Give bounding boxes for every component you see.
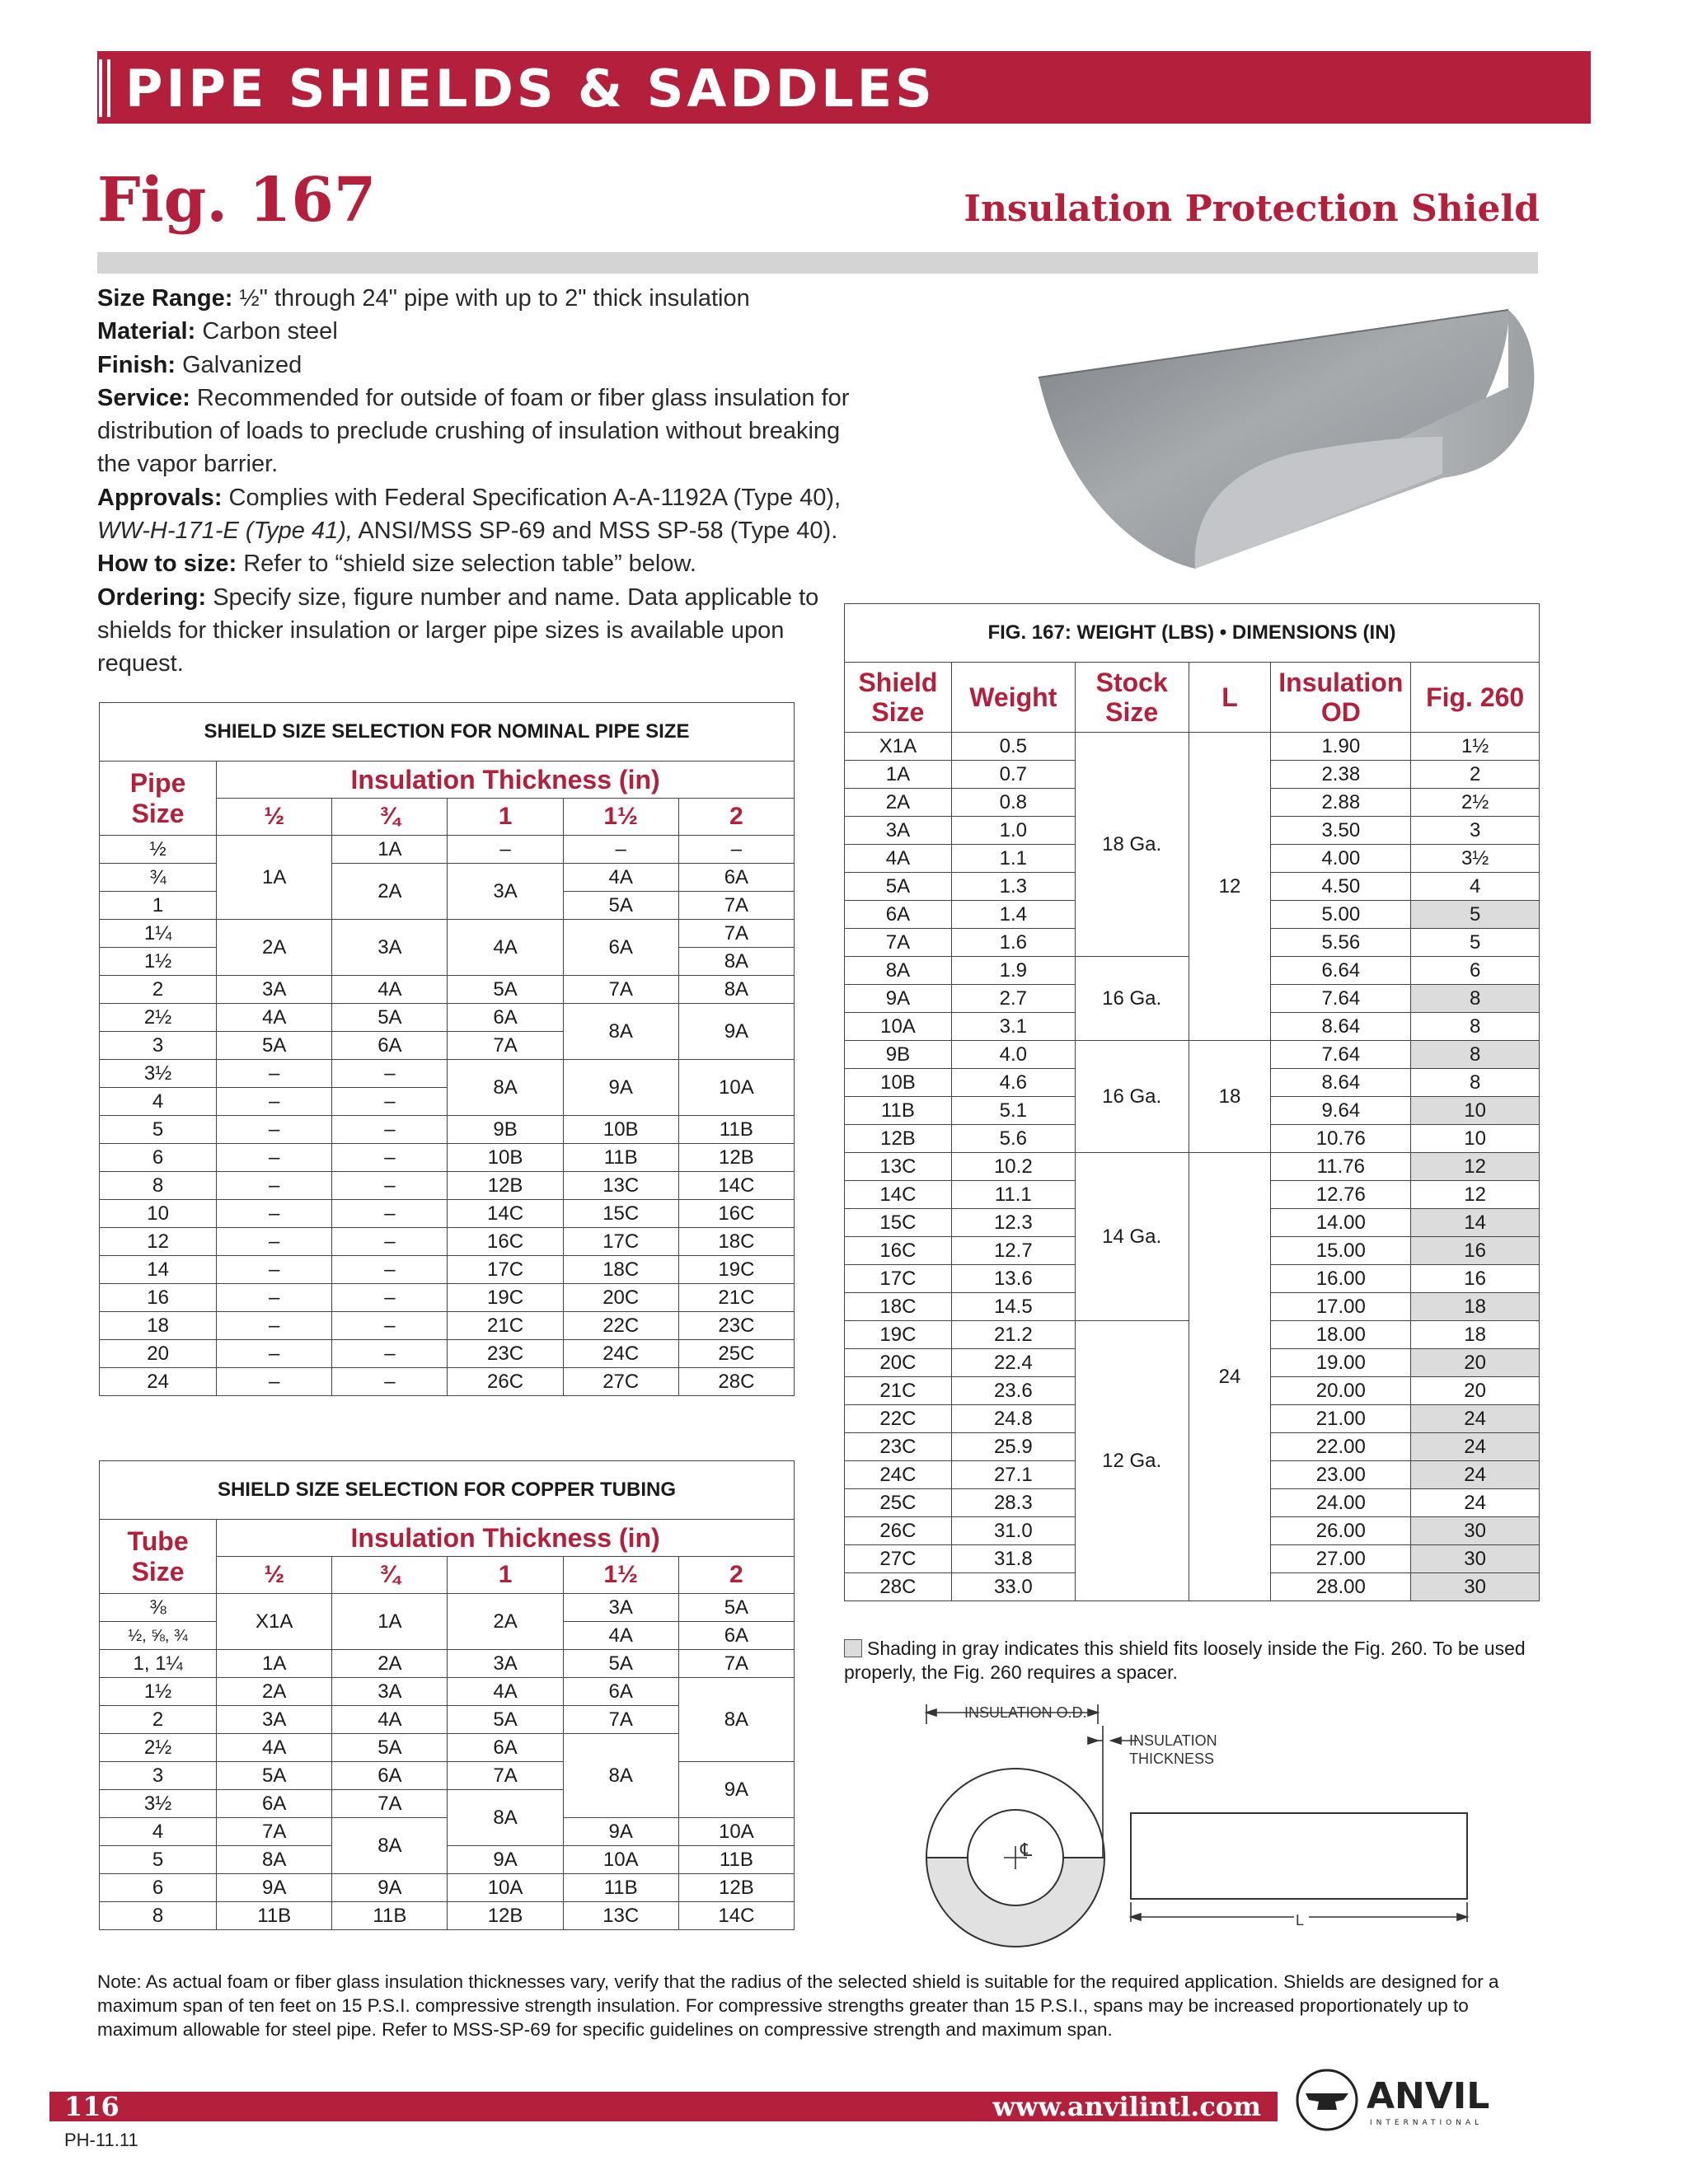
- pipe-size-selection-table: [99, 702, 795, 1396]
- table-row: 15C 12.3 14.00 14: [845, 1209, 1540, 1237]
- table-row: 12B 5.6 10.76 10: [845, 1125, 1540, 1153]
- shield-product-image: [1014, 305, 1550, 569]
- table-row: 11B 5.1 9.64 10: [845, 1097, 1540, 1125]
- thickness-header: ¾: [332, 799, 448, 836]
- table-row: 20C 22.4 19.00 20: [845, 1349, 1540, 1377]
- table-row: 10A 3.1 8.64 8: [845, 1013, 1540, 1041]
- table-row: 19C 21.2 12 Ga. 18.00 18: [845, 1321, 1540, 1349]
- table-row: ¾ 2A 3A 4A 6A: [100, 864, 795, 892]
- table-row: 8A 1.9 16 Ga. 6.64 6: [845, 957, 1540, 985]
- table-row: 23C 25.9 22.00 24: [845, 1433, 1540, 1461]
- page-number: 116: [64, 2091, 120, 2122]
- table-row: ½, ⅝, ¾ 4A 6A: [100, 1622, 795, 1650]
- table-row: 10 – – 14C 15C 16C: [100, 1200, 795, 1228]
- table-row: 27C 31.8 27.00 30: [845, 1545, 1540, 1573]
- table-row: 2½ 4A 5A 6A 8A: [100, 1734, 795, 1762]
- thickness-header: ½: [217, 799, 332, 836]
- banner-stripes-decoration: [99, 59, 115, 117]
- tube-size-header: Tube Size: [100, 1520, 217, 1594]
- table-row: 18 – – 21C 22C 23C: [100, 1312, 795, 1340]
- table-row: 4 – –: [100, 1088, 795, 1116]
- table-row: 4A 1.1 4.00 3½: [845, 845, 1540, 873]
- table-row: 2A 0.8 2.88 2½: [845, 789, 1540, 817]
- spec-material: Material: Carbon steel: [97, 318, 338, 345]
- copper-table-title: SHIELD SIZE SELECTION FOR COPPER TUBING: [100, 1461, 795, 1520]
- table-row: 20 – – 23C 24C 25C: [100, 1340, 795, 1368]
- table-row: 13C 10.2 14 Ga. 24 11.76 12: [845, 1153, 1540, 1181]
- length-label: L: [1296, 1912, 1305, 1929]
- thickness-label-1: INSULATION: [1129, 1732, 1217, 1749]
- website-link[interactable]: www.anvilintl.com: [992, 2091, 1261, 2122]
- pipe-size-header: Pipe Size: [100, 762, 217, 836]
- table-row: 2 3A 4A 5A 7A 8A: [100, 976, 795, 1004]
- table-row: 1 5A 7A: [100, 892, 795, 920]
- table-row: 12 – – 16C 17C 18C: [100, 1228, 795, 1256]
- figure-subtitle: Insulation Protection Shield: [964, 188, 1540, 230]
- table-row: 9A 2.7 7.64 8: [845, 985, 1540, 1013]
- spec-approvals: Approvals: Complies with Federal Specification A-A-1192A (Type 40), WW-H-171-E (Type 41), ANSI/MSS SP-69 and MSS SP-58 (Type 40).: [97, 484, 842, 545]
- thickness-header: 1: [448, 1557, 563, 1594]
- table-row: 6 – – 10B 11B 12B: [100, 1144, 795, 1172]
- table-row: 1½ 2A 3A 4A 6A 8A: [100, 1678, 795, 1706]
- table-row: 26C 31.0 26.00 30: [845, 1517, 1540, 1545]
- footnote: Note: As actual foam or fiber glass insulation thicknesses vary, verify that the radius of the selected shield is suitable for the required application. Shields are designed for a maximum span of ten feet on 15 P.S.I. compressive strength insulation. For compressive strengths greater than 15 P.S.I., spans may be increased proportionately up to maximum allowable for steel pipe. Refer to MSS-SP-69 for specific guidelines on compressive strength and maximum span.: [97, 1971, 1499, 2040]
- gray-shading-note: Shading in gray indicates this shield fits loosely inside the Fig. 260. To be used properly, the Fig. 260 requires a spacer.: [844, 1638, 1526, 1683]
- table-row: 6A 1.4 5.00 5: [845, 901, 1540, 929]
- table-row: 4 7A 8A 9A 10A: [100, 1818, 795, 1846]
- thickness-header: 1½: [563, 1557, 678, 1594]
- table-row: 5A 1.3 4.50 4: [845, 873, 1540, 901]
- table-row: 16 – – 19C 20C 21C: [100, 1284, 795, 1312]
- banner-title: PIPE SHIELDS & SADDLES: [125, 59, 935, 119]
- table-row: 3A 1.0 3.50 3: [845, 817, 1540, 845]
- spec-service: Service: Recommended for outside of foam or fiber glass insulation for distribution of loads to preclude crushing of insulation without breaking the vapor barrier.: [97, 384, 850, 478]
- anvil-logo: [1294, 2067, 1541, 2133]
- table-row: 1, 1¼ 1A 2A 3A 5A 7A: [100, 1650, 795, 1678]
- table-row: 3½ – – 8A 9A 10A: [100, 1060, 795, 1088]
- table-row: 2 3A 4A 5A 7A: [100, 1706, 795, 1734]
- table-row: 1A 0.7 2.38 2: [845, 761, 1540, 789]
- table-row: 8 – – 12B 13C 14C: [100, 1172, 795, 1200]
- table-row: 1¼ 2A 3A 4A 6A 7A: [100, 920, 795, 948]
- copper-tubing-selection-table: [99, 1460, 795, 1930]
- table-row: 24C 27.1 23.00 24: [845, 1461, 1540, 1489]
- table-row: 25C 28.3 24.00 24: [845, 1489, 1540, 1517]
- table-row: ½ 1A 1A – – –: [100, 836, 795, 864]
- document-code: PH-11.11: [64, 2130, 138, 2150]
- od-label: INSULATION O.D.: [964, 1704, 1087, 1721]
- table-row: 17C 13.6 16.00 16: [845, 1265, 1540, 1293]
- figure-title: Fig. 167: [97, 165, 377, 236]
- table-row: 21C 23.6 20.00 20: [845, 1377, 1540, 1405]
- spec-size-range: Size Range: ½" through 24" pipe with up to 2" thick insulation: [97, 285, 750, 312]
- table-row: 9B 4.0 16 Ga. 18 7.64 8: [845, 1041, 1540, 1069]
- pipe-table-title: SHIELD SIZE SELECTION FOR NOMINAL PIPE SIZE: [100, 703, 795, 762]
- spec-finish: Finish: Galvanized: [97, 351, 302, 378]
- table-row: 24 – – 26C 27C 28C: [100, 1368, 795, 1396]
- dim-table-body: [845, 733, 1540, 1601]
- table-row: 5 8A 9A 10A 11B: [100, 1846, 795, 1874]
- logo-wordmark: ANVIL: [1367, 2075, 1490, 2117]
- thickness-header: 2: [678, 1557, 794, 1594]
- spec-ordering: Ordering: Specify size, figure number and name. Data applicable to shields for thicker insulation or larger pipe sizes is available upon request.: [97, 583, 819, 677]
- table-row: 8 11B 11B 12B 13C 14C: [100, 1902, 795, 1930]
- weight-dimensions-table: [844, 603, 1540, 1601]
- table-row: ⅜ X1A 1A 2A 3A 5A: [100, 1594, 795, 1622]
- centerline-label: ℄: [1020, 1840, 1033, 1861]
- insulation-thickness-header: Insulation Thickness (in): [217, 762, 795, 799]
- thickness-header: ¾: [332, 1557, 448, 1594]
- thickness-header: 1: [448, 799, 563, 836]
- table-row: 10B 4.6 8.64 8: [845, 1069, 1540, 1097]
- shield-dimension-diagram: [915, 1701, 1484, 1948]
- thickness-header: 2: [678, 799, 794, 836]
- table-row: 6 9A 9A 10A 11B 12B: [100, 1874, 795, 1902]
- table-row: 18C 14.5 17.00 18: [845, 1293, 1540, 1321]
- table-row: 28C 33.0 28.00 30: [845, 1573, 1540, 1601]
- dim-table-header-row: Shield Size Weight Stock Size L Insulation OD Fig. 260: [845, 663, 1540, 733]
- table-row: 22C 24.8 21.00 24: [845, 1405, 1540, 1433]
- insulation-thickness-header: Insulation Thickness (in): [217, 1520, 795, 1557]
- logo-subtext: INTERNATIONAL: [1370, 2119, 1484, 2127]
- gray-swatch-legend: [844, 1639, 862, 1657]
- thickness-header: 1½: [563, 799, 678, 836]
- thickness-header: ½: [217, 1557, 332, 1594]
- table-row: X1A 0.5 18 Ga. 12 1.90 1½: [845, 733, 1540, 761]
- title-divider: [97, 252, 1538, 274]
- shield-side-view: [1131, 1813, 1467, 1899]
- table-row: 1½ 8A: [100, 948, 795, 976]
- table-row: 3 5A 6A 7A: [100, 1032, 795, 1060]
- dim-table-title: FIG. 167: WEIGHT (LBS) • DIMENSIONS (IN): [845, 604, 1540, 663]
- table-row: 16C 12.7 15.00 16: [845, 1237, 1540, 1265]
- table-row: 3 5A 6A 7A 9A: [100, 1762, 795, 1790]
- table-row: 7A 1.6 5.56 5: [845, 929, 1540, 957]
- table-row: 3½ 6A 7A 8A: [100, 1790, 795, 1818]
- table-row: 2½ 4A 5A 6A 8A 9A: [100, 1004, 795, 1032]
- product-specifications: [97, 282, 872, 681]
- table-row: 5 – – 9B 10B 11B: [100, 1116, 795, 1144]
- table-row: 14C 11.1 12.76 12: [845, 1181, 1540, 1209]
- spec-how-to-size: How to size: Refer to “shield size selection table” below.: [97, 551, 696, 578]
- table-row: 14 – – 17C 18C 19C: [100, 1256, 795, 1284]
- thickness-label-2: THICKNESS: [1129, 1750, 1215, 1767]
